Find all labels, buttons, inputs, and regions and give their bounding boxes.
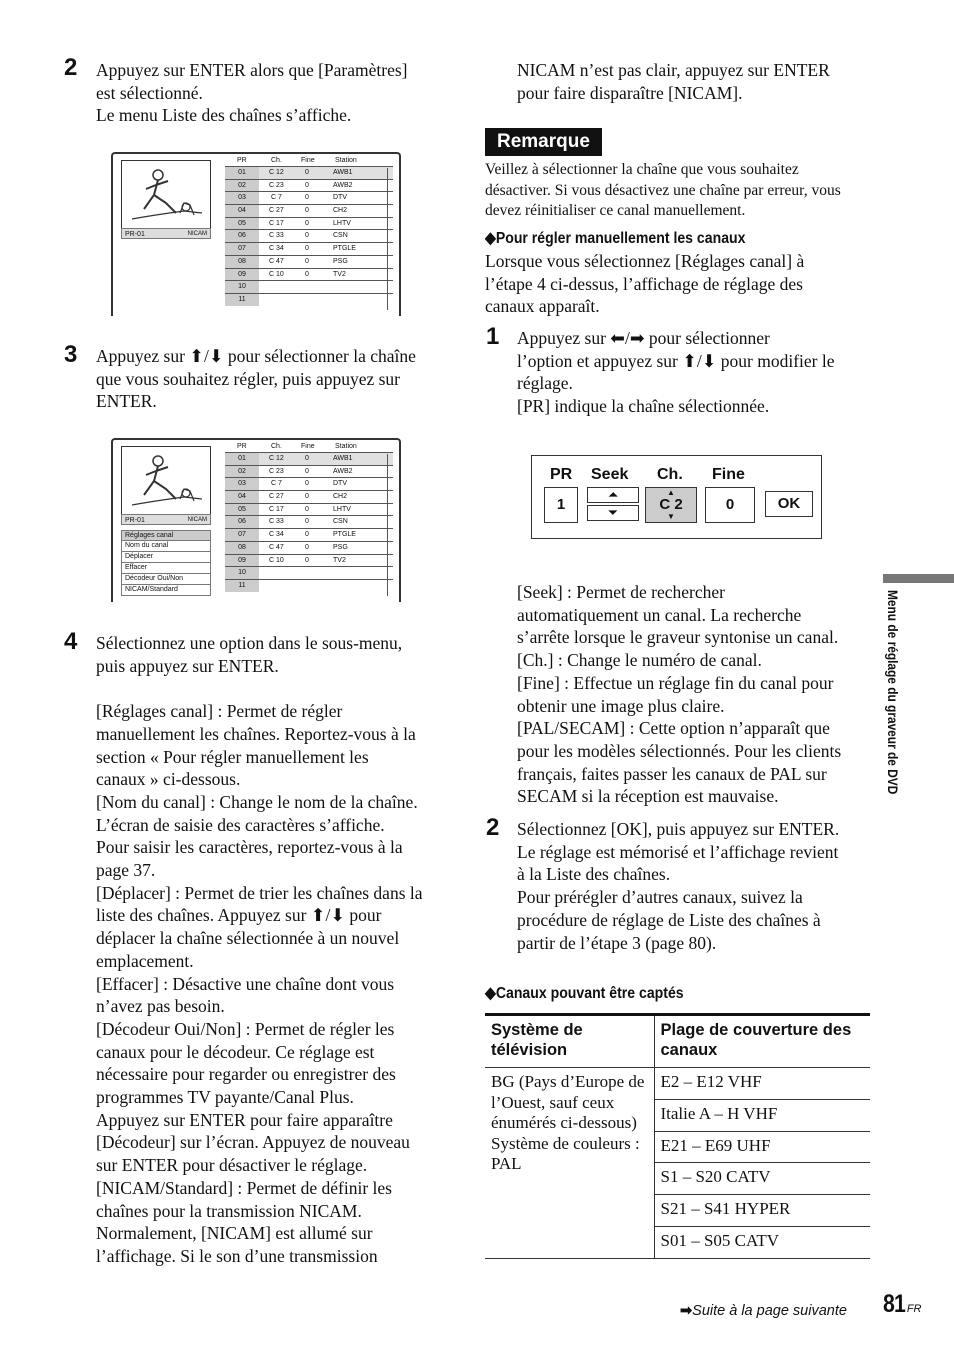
ch-cell: C 47 bbox=[269, 257, 284, 265]
ch-cell: C 7 bbox=[271, 194, 282, 202]
table-row[interactable] bbox=[225, 477, 393, 490]
text-line: Pour prérégler d’autres canaux, suivez la bbox=[517, 887, 803, 908]
text-line: [Ch.] : Change le numéro de canal. bbox=[517, 650, 762, 671]
text-line: manuellement les chaînes. Reportez-vous à la bbox=[96, 723, 416, 744]
text-line: puis appuyez sur ENTER. bbox=[96, 655, 279, 676]
channel-submenu-screen bbox=[111, 438, 401, 602]
text-line: procédure de réglage de Liste des chaînes à bbox=[517, 909, 821, 930]
ch-cell: C 17 bbox=[269, 505, 284, 513]
range-cell: E21 – E69 UHF bbox=[654, 1131, 870, 1163]
seek-column-label: Seek bbox=[591, 466, 629, 483]
table-row[interactable] bbox=[225, 515, 393, 528]
table-row[interactable] bbox=[225, 255, 393, 268]
station-cell: DTV bbox=[333, 480, 347, 488]
text-line: Appuyez sur ⬅/➡ pour sélectionner bbox=[517, 328, 770, 348]
range-cell: E2 – E12 VHF bbox=[654, 1068, 870, 1100]
station-cell: LHTV bbox=[333, 505, 351, 513]
range-cell: S21 – S41 HYPER bbox=[654, 1195, 870, 1227]
step2-text bbox=[96, 59, 408, 127]
text-line: [Décodeur] sur l’écran. Appuyez de nouveau bbox=[96, 1132, 410, 1153]
table-row[interactable] bbox=[225, 541, 393, 554]
column-header: PR bbox=[237, 443, 247, 450]
fine-cell: 0 bbox=[305, 270, 309, 278]
text-line: liste des chaînes. Appuyez sur ⬆/⬇ pour bbox=[96, 905, 382, 926]
double-up-arrow-icon: ⏶ bbox=[608, 488, 618, 501]
seek-up-button[interactable] bbox=[587, 487, 639, 503]
text-line: désactiver. Si vous désactivez une chaîne par erreur, vous bbox=[485, 181, 841, 199]
fine-cell: 0 bbox=[305, 505, 309, 513]
range-cell: S01 – S05 CATV bbox=[654, 1226, 870, 1258]
pr-cell: 02 bbox=[225, 180, 259, 192]
fine-cell: 0 bbox=[305, 493, 309, 501]
pr-value-field[interactable]: 1 bbox=[544, 487, 578, 523]
station-cell: PTGLE bbox=[333, 245, 356, 253]
pr-label: PR-01 bbox=[125, 231, 145, 238]
station-cell: PSG bbox=[333, 543, 348, 551]
pr-cell: 05 bbox=[225, 218, 259, 230]
table-row[interactable] bbox=[225, 191, 393, 204]
text-line: n’avez pas besoin. bbox=[96, 996, 225, 1017]
pr-cell: 01 bbox=[225, 453, 259, 465]
text-line: SECAM si la réception est mauvaise. bbox=[517, 786, 779, 807]
table-row[interactable] bbox=[225, 579, 393, 592]
table-row[interactable] bbox=[225, 242, 393, 255]
continued-text: Suite à la page suivante bbox=[692, 1303, 847, 1319]
arrow-right-icon: ➡ bbox=[680, 1303, 693, 1319]
table-row bbox=[485, 1068, 870, 1100]
range-cell: S1 – S20 CATV bbox=[654, 1163, 870, 1195]
receivable-channels-heading: ◆Canaux pouvant être captés bbox=[485, 985, 684, 1002]
text-line: sur ENTER pour désactiver le réglage. bbox=[96, 1155, 368, 1176]
pr-cell: 02 bbox=[225, 466, 259, 478]
station-cell: AWB1 bbox=[333, 455, 353, 462]
fine-cell: 0 bbox=[305, 194, 309, 202]
text-line: chaînes pour la transmission NICAM. bbox=[96, 1200, 362, 1221]
text-line: français, faites passer les canaux de PAL sur bbox=[517, 763, 827, 784]
double-down-arrow-icon: ⏷ bbox=[608, 506, 618, 519]
table-row[interactable] bbox=[225, 204, 393, 217]
text-line: est sélectionné. bbox=[96, 82, 203, 103]
pr-cell: 06 bbox=[225, 516, 259, 528]
language-code: FR bbox=[906, 1303, 922, 1315]
submenu-item-nom-du-canal[interactable]: Nom du canal bbox=[121, 541, 211, 552]
tv-system-cell: BG (Pays d’Europe de l’Ouest, sauf ceux énumérés ci-dessous) Système de couleurs : PAL bbox=[485, 1068, 654, 1259]
pr-cell: 11 bbox=[225, 294, 259, 306]
pr-status-row bbox=[121, 228, 211, 239]
fine-cell: 0 bbox=[305, 455, 309, 462]
text-line: [Effacer] : Désactive une chaîne dont vous bbox=[96, 973, 395, 994]
table-row[interactable] bbox=[225, 293, 393, 306]
fine-cell: 0 bbox=[305, 257, 309, 265]
station-cell: DTV bbox=[333, 194, 347, 202]
step-number: 2 bbox=[486, 814, 500, 841]
station-cell: AWB2 bbox=[333, 467, 353, 475]
ch-cell: C 7 bbox=[271, 480, 282, 488]
text-line: Sélectionnez une option dans le sous-menu, bbox=[96, 633, 403, 653]
pr-cell: 10 bbox=[225, 567, 259, 579]
ch-cell: C 34 bbox=[269, 531, 284, 539]
ch-cell: C 34 bbox=[269, 245, 284, 253]
text-line: Lorsque vous sélectionnez [Réglages canal] à bbox=[485, 251, 805, 271]
text-line: Normalement, [NICAM] est allumé sur bbox=[96, 1223, 373, 1244]
channel-list-screen bbox=[111, 152, 401, 316]
station-cell: CH2 bbox=[333, 207, 348, 215]
submenu-item-reglages-canal[interactable]: Réglages canal bbox=[121, 530, 211, 541]
table-row[interactable] bbox=[225, 217, 393, 230]
column-header: Ch. bbox=[271, 443, 282, 450]
manual-tuning-heading: ◆Pour régler manuellement les canaux bbox=[485, 230, 746, 247]
station-cell: AWB1 bbox=[333, 169, 353, 176]
text-line: l’étape 4 ci-dessus, l’affichage de réglage des bbox=[485, 273, 803, 294]
text-line: réglage. bbox=[517, 373, 573, 394]
pr-cell: 09 bbox=[225, 555, 259, 567]
text-line: [Décodeur Oui/Non] : Permet de régler les bbox=[96, 1018, 395, 1039]
text-line: Veillez à sélectionner la chaîne que vous souhaitez bbox=[485, 161, 799, 178]
pr-cell: 04 bbox=[225, 205, 259, 217]
station-cell: PTGLE bbox=[333, 531, 356, 539]
nicam-indicator: NICAM bbox=[187, 517, 207, 523]
table-row[interactable] bbox=[225, 528, 393, 541]
table-row[interactable] bbox=[225, 268, 393, 281]
table-row[interactable] bbox=[225, 166, 393, 179]
column-header: Fine bbox=[301, 157, 315, 164]
text-line: que vous souhaitez régler, puis appuyez sur bbox=[96, 368, 401, 389]
text-line: [Réglages canal] : Permet de régler bbox=[96, 701, 343, 722]
pr-column-label: PR bbox=[550, 466, 573, 483]
fine-cell: 0 bbox=[305, 207, 309, 215]
text-line: ENTER. bbox=[96, 391, 157, 412]
ch-cell: C 47 bbox=[269, 543, 284, 551]
pr-cell: 11 bbox=[225, 580, 259, 592]
text-line: à la Liste des chaînes. bbox=[517, 864, 671, 885]
text-line: Appuyez sur ⬆/⬇ pour sélectionner la chaîne bbox=[96, 346, 416, 366]
down-arrow-icon: ▼ bbox=[667, 512, 675, 521]
channel-table bbox=[225, 156, 393, 306]
section-title: Menu de réglage du graveur de DVD bbox=[885, 590, 901, 795]
ch-cell: C 12 bbox=[269, 169, 284, 176]
step-number: 2 bbox=[64, 54, 78, 81]
column-header: Station bbox=[335, 157, 357, 164]
channel-tuning-display bbox=[531, 455, 822, 539]
tv-thumbnail bbox=[121, 160, 211, 232]
pr-cell: 04 bbox=[225, 491, 259, 503]
section-tab-label bbox=[876, 590, 916, 860]
table-header bbox=[225, 442, 393, 452]
station-cell: PSG bbox=[333, 257, 348, 265]
table-row[interactable] bbox=[225, 490, 393, 503]
channel-submenu bbox=[121, 530, 211, 596]
fine-cell: 0 bbox=[305, 169, 309, 176]
fine-cell: 0 bbox=[305, 518, 309, 526]
manual-step1-description bbox=[517, 581, 841, 808]
text-line: Sélectionnez [OK], puis appuyez sur ENTER. bbox=[517, 819, 840, 839]
text-line: page 37. bbox=[96, 860, 156, 881]
page-number-value: 81 bbox=[883, 1290, 905, 1318]
step4-text bbox=[96, 632, 423, 1268]
table-row[interactable] bbox=[225, 554, 393, 567]
station-cell: CSN bbox=[333, 518, 348, 526]
continued-note bbox=[680, 1300, 847, 1323]
text-line: Appuyez sur ENTER alors que [Paramètres] bbox=[96, 60, 408, 80]
text-line: [PR] indique la chaîne sélectionnée. bbox=[517, 396, 770, 417]
station-cell: LHTV bbox=[333, 219, 351, 227]
pr-cell: 07 bbox=[225, 243, 259, 255]
manual-tuning-intro bbox=[485, 250, 804, 318]
football-player-icon bbox=[124, 449, 208, 515]
text-line: Appuyez sur ENTER pour faire apparaître bbox=[96, 1109, 393, 1130]
column-header: Plage de couverture des canaux bbox=[654, 1015, 870, 1068]
table-header-row bbox=[485, 1015, 870, 1068]
fine-cell: 0 bbox=[305, 219, 309, 227]
ch-cell: C 33 bbox=[269, 518, 284, 526]
pr-cell: 01 bbox=[225, 167, 259, 179]
text-line: nécessaire pour regarder ou enregistrer des bbox=[96, 1064, 396, 1085]
fine-cell: 0 bbox=[305, 556, 309, 564]
channels-table bbox=[485, 1013, 870, 1259]
fine-value-field[interactable]: 0 bbox=[705, 487, 755, 523]
page-number bbox=[883, 1290, 922, 1321]
remarque-text bbox=[485, 160, 841, 222]
text-line: [Déplacer] : Permet de trier les chaînes dans la bbox=[96, 882, 423, 903]
ch-cell: C 10 bbox=[269, 270, 284, 278]
fine-column-label: Fine bbox=[712, 466, 745, 483]
text-line: Le menu Liste des chaînes s’affiche. bbox=[96, 105, 352, 126]
text-line: canaux » ci-dessous. bbox=[96, 769, 241, 790]
station-cell: CSN bbox=[333, 232, 348, 240]
pr-cell: 10 bbox=[225, 281, 259, 293]
text-line: [PAL/SECAM] : Cette option n’apparaît que bbox=[517, 718, 830, 739]
text-line: s’arrête lorsque le graveur syntonise un canal. bbox=[517, 627, 839, 648]
text-line: automatiquement un canal. La recherche bbox=[517, 604, 802, 625]
pr-cell: 08 bbox=[225, 542, 259, 554]
scrollbar[interactable] bbox=[387, 454, 393, 596]
table-row[interactable] bbox=[225, 566, 393, 579]
submenu-item-decodeur[interactable]: Décodeur Oui/Non bbox=[121, 574, 211, 585]
text-line: [Nom du canal] : Change le nom de la chaîne. bbox=[96, 791, 418, 812]
section-tab-bar bbox=[883, 574, 954, 583]
table-row[interactable] bbox=[225, 503, 393, 516]
ch-value: C 2 bbox=[659, 496, 683, 513]
remarque-heading: Remarque bbox=[485, 128, 602, 156]
text-line: section « Pour régler manuellement les bbox=[96, 746, 369, 767]
fine-cell: 0 bbox=[305, 245, 309, 253]
step3-text bbox=[96, 345, 416, 413]
pr-cell: 09 bbox=[225, 269, 259, 281]
text-line: partir de l’étape 3 (page 80). bbox=[517, 932, 717, 953]
step-number: 1 bbox=[486, 323, 500, 350]
nicam-continuation bbox=[517, 59, 830, 104]
station-cell: CH2 bbox=[333, 493, 348, 501]
station-cell: AWB2 bbox=[333, 181, 353, 189]
manual-step1-text bbox=[517, 327, 835, 418]
text-line: l’affichage. Si le son d’une transmission bbox=[96, 1245, 378, 1266]
text-line: obtenir une image plus claire. bbox=[517, 695, 725, 716]
station-cell: TV2 bbox=[333, 270, 346, 278]
step-number: 4 bbox=[64, 628, 78, 655]
text-line: Le réglage est mémorisé et l’affichage revient bbox=[517, 841, 839, 862]
ch-cell: C 10 bbox=[269, 556, 284, 564]
text-line: devez réinitialiser ce canal manuellement. bbox=[485, 202, 746, 219]
ch-column-label: Ch. bbox=[657, 466, 683, 483]
text-line: canaux pour le décodeur. Ce réglage est bbox=[96, 1041, 375, 1062]
step-number: 3 bbox=[64, 341, 78, 368]
text-line: Pour saisir les caractères, reportez-vous à la bbox=[96, 837, 403, 858]
pr-cell: 08 bbox=[225, 256, 259, 268]
football-player-icon bbox=[124, 163, 208, 229]
text-line: canaux apparaît. bbox=[485, 296, 600, 317]
text-line: L’écran de saisie des caractères s’affiche. bbox=[96, 814, 385, 835]
ch-cell: C 12 bbox=[269, 455, 284, 462]
station-cell: TV2 bbox=[333, 556, 346, 564]
seek-down-button[interactable] bbox=[587, 505, 639, 521]
range-cell: Italie A – H VHF bbox=[654, 1099, 870, 1131]
text-line: NICAM n’est pas clair, appuyez sur ENTER bbox=[517, 60, 830, 80]
table-row[interactable] bbox=[225, 452, 393, 465]
ch-cell: C 27 bbox=[269, 207, 284, 215]
nicam-indicator: NICAM bbox=[187, 231, 207, 237]
text-line: [Seek] : Permet de rechercher bbox=[517, 582, 725, 602]
column-header: Fine bbox=[301, 443, 315, 450]
ch-cell: C 27 bbox=[269, 493, 284, 501]
text-line bbox=[96, 677, 423, 700]
text-line: [Fine] : Effectue un réglage fin du canal pour bbox=[517, 672, 834, 693]
pr-cell: 05 bbox=[225, 504, 259, 516]
column-header: Station bbox=[335, 443, 357, 450]
fine-cell: 0 bbox=[305, 467, 309, 475]
fine-cell: 0 bbox=[305, 531, 309, 539]
pr-label: PR-01 bbox=[125, 517, 145, 524]
channel-table bbox=[225, 442, 393, 592]
fine-cell: 0 bbox=[305, 232, 309, 240]
text-line: déplacer la chaîne sélectionnée à un nouvel bbox=[96, 928, 400, 949]
fine-cell: 0 bbox=[305, 480, 309, 488]
table-row[interactable] bbox=[225, 179, 393, 192]
fine-cell: 0 bbox=[305, 181, 309, 189]
text-line: l’option et appuyez sur ⬆/⬇ pour modifier le bbox=[517, 350, 835, 371]
ok-button[interactable]: OK bbox=[765, 491, 813, 517]
fine-cell: 0 bbox=[305, 543, 309, 551]
up-arrow-icon: ▲ bbox=[667, 488, 675, 497]
pr-cell: 07 bbox=[225, 529, 259, 541]
text-line: emplacement. bbox=[96, 950, 194, 971]
column-header: Ch. bbox=[271, 157, 282, 164]
text-line: pour faire disparaître [NICAM]. bbox=[517, 82, 743, 103]
text-line: pour les modèles sélectionnés. Pour les clients bbox=[517, 740, 842, 761]
text-line: [NICAM/Standard] : Permet de définir les bbox=[96, 1177, 392, 1198]
ch-cell: C 23 bbox=[269, 467, 284, 475]
table-row[interactable] bbox=[225, 280, 393, 293]
submenu-item-effacer[interactable]: Effacer bbox=[121, 563, 211, 574]
pr-cell: 03 bbox=[225, 478, 259, 490]
manual-step2-text bbox=[517, 818, 839, 954]
ch-cell: C 23 bbox=[269, 181, 284, 189]
pr-cell: 03 bbox=[225, 192, 259, 204]
column-header: Système de télévision bbox=[485, 1015, 654, 1068]
text-line: programmes TV payante/Canal Plus. bbox=[96, 1087, 354, 1108]
ch-value-field[interactable] bbox=[645, 487, 697, 523]
table-row[interactable] bbox=[225, 465, 393, 478]
ch-cell: C 33 bbox=[269, 232, 284, 240]
pr-status-row bbox=[121, 514, 211, 525]
submenu-item-deplacer[interactable]: Déplacer bbox=[121, 552, 211, 563]
ch-cell: C 17 bbox=[269, 219, 284, 227]
pr-cell: 06 bbox=[225, 230, 259, 242]
table-header bbox=[225, 156, 393, 166]
submenu-item-nicam-standard[interactable]: NICAM/Standard bbox=[121, 585, 211, 596]
table-row[interactable] bbox=[225, 229, 393, 242]
tv-thumbnail bbox=[121, 446, 211, 518]
column-header: PR bbox=[237, 157, 247, 164]
scrollbar[interactable] bbox=[387, 168, 393, 310]
